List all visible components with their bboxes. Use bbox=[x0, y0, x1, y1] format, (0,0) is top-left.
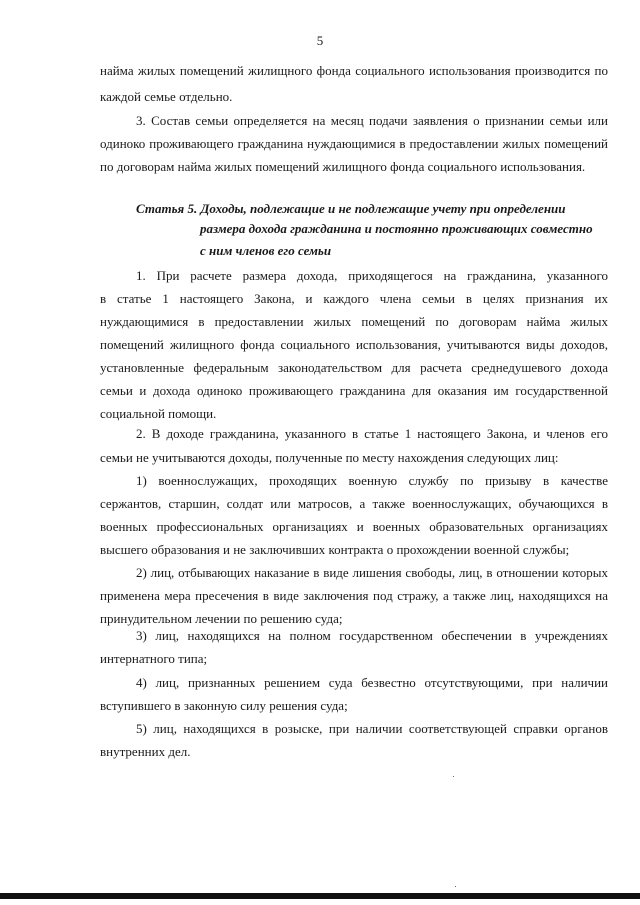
article-heading-line: Статья 5. Доходы, подлежащие и не подлежащие учету при определении bbox=[136, 201, 566, 216]
text-line: семьи и дохода одиноко проживающего гражданина для оказания им государственной bbox=[100, 383, 608, 398]
text-line: вступившего в законную силу решения суда; bbox=[100, 698, 348, 713]
text-line: сержантов, старшин, солдат или матросов, а также военнослужащих, обучающихся в bbox=[100, 496, 608, 511]
text-line: социальной помощи. bbox=[100, 406, 217, 421]
text-line: 2) лиц, отбывающих наказание в виде лишения свободы, лиц, в отношении которых bbox=[136, 565, 608, 580]
text-line: каждой семье отдельно. bbox=[100, 89, 233, 104]
text-line: применена мера пресечения в виде заключения под стражу, а также лиц, находящихся на bbox=[100, 588, 608, 603]
text-line: 2. В доходе гражданина, указанного в статье 1 настоящего Закона, и членов его bbox=[136, 426, 608, 441]
text-line: одиноко проживающего гражданина нуждающимися в предоставлении жилых помещений bbox=[100, 136, 608, 151]
text-line: военных профессиональных организациях и военных образовательных организациях bbox=[100, 519, 608, 534]
text-line: по договорам найма жилых помещений жилищного фонда социального использования. bbox=[100, 159, 586, 174]
text-line: установленные федеральным законодательством для расчета среднедушевого дохода bbox=[100, 360, 608, 375]
text-line: нуждающимися в предоставлении жилых помещений по договорам найма жилых bbox=[100, 314, 608, 329]
article-heading-line: размера дохода гражданина и постоянно проживающих совместно bbox=[200, 221, 593, 236]
text-line: 3. Состав семьи определяется на месяц подачи заявления о признании семьи или bbox=[136, 113, 608, 128]
text-line: высшего образования и не заключивших контракта о прохождении военной службы; bbox=[100, 542, 570, 557]
text-line: помещений жилищного фонда социального использования, учитываются виды доходов, bbox=[100, 337, 608, 352]
page-number: 5 bbox=[316, 33, 324, 48]
text-line: в статье 1 настоящего Закона, и каждого члена семьи в целях признания их bbox=[100, 291, 608, 306]
text-line: интернатного типа; bbox=[100, 651, 208, 666]
scan-speck bbox=[455, 886, 456, 887]
text-line: 4) лиц, признанных решением суда безвестно отсутствующими, при наличии bbox=[136, 675, 608, 690]
text-line: семьи не учитываются доходы, полученные по месту нахождения следующих лиц: bbox=[100, 450, 559, 465]
scan-speck bbox=[453, 776, 454, 777]
article-heading-line: с ним членов его семьи bbox=[200, 243, 332, 258]
text-line: 3) лиц, находящихся на полном государственном обеспечении в учреждениях bbox=[136, 628, 608, 643]
text-line: принудительном лечении по решению суда; bbox=[100, 611, 343, 626]
scan-edge-bar bbox=[0, 893, 640, 899]
text-line: найма жилых помещений жилищного фонда социального использования производится по bbox=[100, 63, 608, 78]
text-line: внутренних дел. bbox=[100, 744, 191, 759]
text-line: 5) лиц, находящихся в розыске, при наличии соответствующей справки органов bbox=[136, 721, 608, 736]
text-line: 1) военнослужащих, проходящих военную службу по призыву в качестве bbox=[136, 473, 608, 488]
text-line: 1. При расчете размера дохода, приходящегося на гражданина, указанного bbox=[136, 268, 608, 283]
